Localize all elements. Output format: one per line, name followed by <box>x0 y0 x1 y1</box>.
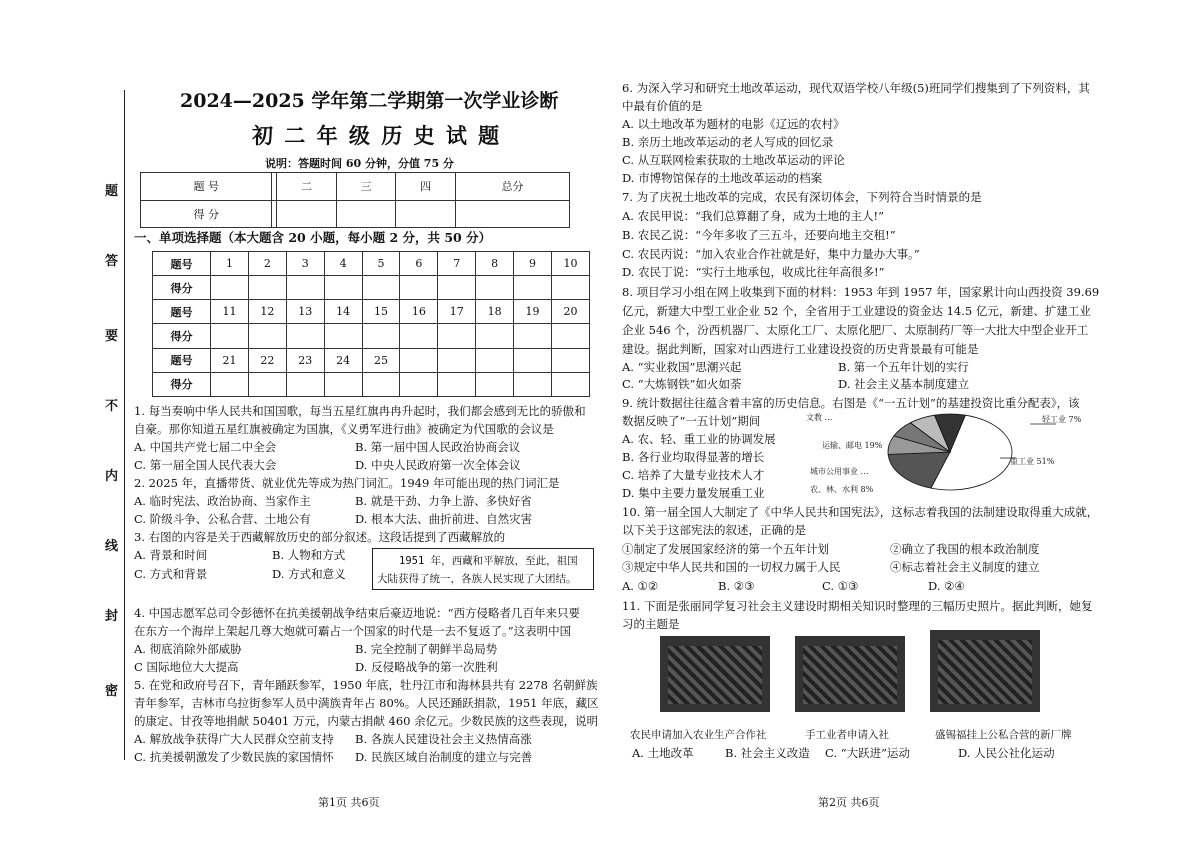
statement-text: ②确立了我国的根本政治制度 <box>890 542 1040 556</box>
answer-cell: 9 <box>514 252 552 276</box>
quote-line: 大陆获得了统一，各族人民实现了大团结。 <box>377 573 577 585</box>
question-text: 企业 546 个，汾西机器厂、太原化工厂、太原化肥厂、太原制药厂等一大批大中型企业开工 <box>622 323 1089 337</box>
option-text: D. 人民公社化运动 <box>958 746 1055 760</box>
answer-cell: 19 <box>514 300 552 324</box>
question-text: 数据反映了“一五计划”期间 <box>622 414 761 428</box>
answer-cell <box>362 276 400 300</box>
pie-label-other: 文教 … <box>806 413 833 422</box>
answer-cell: 17 <box>438 300 476 324</box>
history-photo-cooperative <box>660 636 770 712</box>
option-text: D. 中央人民政府第一次全体会议 <box>355 458 521 472</box>
section-heading: 一、单项选择题（本大题含 20 小题，每小题 2 分，共 50 分） <box>134 230 492 245</box>
binding-char: 不 <box>105 399 119 414</box>
option-text: B. 就是干劲、力争上游、多快好省 <box>355 494 532 508</box>
question-text: 7. 为了庆祝土地改革的完成，农民有深切体会，下列符合当时情景的是 <box>622 190 982 204</box>
option-text: B. 农民乙说：“今年多收了三五斗，还要向地主交租!” <box>622 228 896 242</box>
answer-cell <box>211 276 249 300</box>
option-text: B. ②③ <box>718 579 755 593</box>
option-text: D. ②④ <box>928 579 965 593</box>
option-text: B. 各族人民建设社会主义热情高涨 <box>355 732 532 746</box>
option-text: C. ①③ <box>822 579 859 593</box>
option-text: A. 土地改革 <box>632 746 694 760</box>
option-text: A. 临时宪法、政治协商、当家作主 <box>134 494 311 508</box>
score-cell <box>455 200 569 228</box>
answer-cell: 得分 <box>153 276 211 300</box>
question-text: 自豪。那你知道五星红旗被确定为国旗，《义勇军进行曲》被确定为代国歌的会议是 <box>134 422 554 436</box>
answer-cell: 22 <box>248 348 286 372</box>
answer-cell <box>438 276 476 300</box>
option-text: C. “大炼钢铁”如火如荼 <box>622 377 742 391</box>
answer-cell: 15 <box>362 300 400 324</box>
pie-label-agri: 农、林、水利 8% <box>810 485 874 494</box>
answer-cell <box>400 348 438 372</box>
option-text: B. 第一个五年计划的实行 <box>838 360 969 374</box>
option-text: A. 农民甲说：“我们总算翻了身，成为土地的主人!” <box>622 209 884 223</box>
answer-cell <box>211 372 249 396</box>
pie-label-transport: 运输、邮电 19% <box>822 441 883 450</box>
answer-cell: 8 <box>476 252 514 276</box>
score-cell: 题 号 <box>141 173 272 201</box>
option-text: B. 亲历土地改革运动的老人写成的回忆录 <box>622 135 834 149</box>
option-text: C. 方式和背景 <box>134 567 208 581</box>
pie-label-urban: 城市公用事业 … <box>810 467 869 476</box>
option-text: B. 完全控制了朝鲜半岛局势 <box>355 642 498 656</box>
question-text: 11. 下面是张丽同学复习社会主义建设时期相关知识时整理的三幅历史照片。据此判断，她复 <box>622 599 1093 613</box>
option-text: C. 阶级斗争、公私合营、土地公有 <box>134 512 311 526</box>
binding-char: 要 <box>105 329 119 344</box>
option-text: A. 背景和时间 <box>134 548 208 562</box>
option-text: B. 人物和方式 <box>272 548 346 562</box>
answer-cell: 16 <box>400 300 438 324</box>
question-text: 5. 在党和政府号召下，青年踊跃参军，1950 年底，牡丹江市和海林县共有 2278 名朝鲜族 <box>134 678 598 692</box>
answer-cell <box>438 324 476 348</box>
option-text: C. 培养了大量专业技术人才 <box>622 468 765 482</box>
page-footer: 第2页 共6页 <box>818 796 880 809</box>
answer-cell: 11 <box>211 300 249 324</box>
option-text: A. 以土地改革为题材的电影《辽远的农村》 <box>622 117 845 131</box>
pie-slices <box>888 414 1012 490</box>
score-cell <box>277 200 337 228</box>
question-text: 3. 右图的内容是关于西藏解放历史的部分叙述。这段话提到了西藏解放的 <box>134 530 506 544</box>
answer-cell: 题号 <box>153 348 211 372</box>
answer-cell <box>248 372 286 396</box>
score-cell: 得 分 <box>141 200 272 228</box>
question-text: 的康定、甘孜等地捐献 50401 万元，内蒙古捐献 460 余亿元。少数民族的这些表现，说明 <box>134 714 599 728</box>
answer-cell <box>551 324 589 348</box>
answer-cell: 5 <box>362 252 400 276</box>
answer-cell <box>400 372 438 396</box>
pie-label-heavy: 重工业 51% <box>1010 457 1055 466</box>
question-text: 10. 第一届全国人大制定了《中华人民共和国宪法》，这标志着我国的法制建设取得重大成就， <box>622 505 1099 519</box>
answer-cell <box>551 372 589 396</box>
question-text: 6. 为深入学习和研究土地改革运动，现代双语学校八年级(5)班同学们搜集到了下列资料，其 <box>622 81 1090 95</box>
answer-cell <box>476 372 514 396</box>
answer-cell <box>362 324 400 348</box>
option-text: D. 集中主要力量发展重工业 <box>622 486 765 500</box>
answer-cell <box>400 276 438 300</box>
answer-cell: 20 <box>551 300 589 324</box>
option-text: D. 反侵略战争的第一次胜利 <box>355 660 498 674</box>
answer-cell: 题号 <box>153 300 211 324</box>
binding-line <box>124 90 125 760</box>
answer-cell: 14 <box>324 300 362 324</box>
answer-cell: 2 <box>248 252 286 276</box>
quote-line: 1951 年，西藏和平解放，至此，祖国 <box>399 555 578 567</box>
answer-cell <box>514 324 552 348</box>
option-text: C. “大跃进”运动 <box>825 746 910 760</box>
answer-cell <box>476 324 514 348</box>
option-text: C. 农民丙说：“加入农业合作社就是好，集中力量办大事。” <box>622 247 920 261</box>
binding-char: 线 <box>105 539 119 554</box>
question-text: 2. 2025 年，直播带货、就业优先等成为热门词汇。1949 年可能出现的热门词汇是 <box>134 476 560 490</box>
answer-cell <box>476 348 514 372</box>
answer-cell <box>362 372 400 396</box>
answer-cell: 25 <box>362 348 400 372</box>
answer-cell <box>286 276 324 300</box>
answer-table <box>152 251 590 397</box>
score-cell: 二 <box>277 173 337 201</box>
option-text: B. 第一届中国人民政治协商会议 <box>355 440 521 454</box>
option-text: D. 农民丁说：“实行土地承包，收成比往年高很多!” <box>622 265 885 279</box>
binding-char: 封 <box>105 609 119 624</box>
question-text: 9. 统计数据往往蕴含着丰富的历史信息。右图是《“一五计划”的基建投资比重分配表》，该 <box>622 396 1080 410</box>
exam-note: 说明：答题时间 60 分钟，分值 75 分 <box>265 157 454 170</box>
answer-cell: 18 <box>476 300 514 324</box>
option-text: A. ①② <box>622 579 659 593</box>
option-text: A. 彻底消除外部威胁 <box>134 642 242 656</box>
answer-cell: 7 <box>438 252 476 276</box>
answer-cell <box>286 324 324 348</box>
answer-cell: 10 <box>551 252 589 276</box>
question-text: 1. 每当奏响中华人民共和国国歌，每当五星红旗冉冉升起时，我们都会感到无比的骄傲和 <box>134 404 586 418</box>
question-text: 亿元，新建大中型工业企业 52 个，全省用于工业建设的资金达 14.5 亿元，新建、扩建工业 <box>622 304 1091 318</box>
answer-cell: 3 <box>286 252 324 276</box>
pie-label-light: 轻工业 7% <box>1042 415 1082 424</box>
question-text: 中最有价值的是 <box>622 99 703 113</box>
question-text: 习的主题是 <box>622 617 680 631</box>
history-photo-joint-venture <box>930 630 1040 712</box>
option-text: D. 方式和意义 <box>272 567 346 581</box>
binding-char: 答 <box>105 254 119 269</box>
option-text: B. 各行业均取得显著的增长 <box>622 450 765 464</box>
question-text: 以下关于这部宪法的叙述，正确的是 <box>622 523 806 537</box>
answer-cell <box>400 324 438 348</box>
option-text: A. 农、轻、重工业的协调发展 <box>622 432 776 446</box>
answer-cell: 4 <box>324 252 362 276</box>
answer-cell <box>324 276 362 300</box>
quote-box <box>372 548 594 590</box>
option-text: D. 根本大法、曲折前进、自然灾害 <box>355 512 533 526</box>
exam-title: 2024—2025 学年第二学期第一次学业诊断 <box>180 90 559 112</box>
answer-cell: 题号 <box>153 252 211 276</box>
answer-cell: 13 <box>286 300 324 324</box>
option-text: D. 社会主义基本制度建立 <box>838 377 970 391</box>
statement-text: ④标志着社会主义制度的建立 <box>890 560 1040 574</box>
option-text: C. 从互联网检索获取的土地改革运动的评论 <box>622 153 845 167</box>
question-text: 8. 项目学习小组在网上收集到下面的材料：1953 年到 1957 年，国家累计向山西投资 39.69 <box>622 285 1100 299</box>
exam-subtitle: 初 二 年 级 历 史 试 题 <box>252 123 502 148</box>
answer-cell <box>248 324 286 348</box>
page-footer: 第1页 共6页 <box>318 796 380 809</box>
answer-cell: 6 <box>400 252 438 276</box>
history-photo-handicraft <box>795 636 905 712</box>
score-cell <box>396 200 456 228</box>
answer-cell <box>286 372 324 396</box>
answer-cell: 得分 <box>153 324 211 348</box>
photo-caption: 农民申请加入农业生产合作社 <box>630 729 767 741</box>
photo-caption: 手工业者申请入社 <box>805 729 889 741</box>
option-text: C 国际地位大大提高 <box>134 660 239 674</box>
question-text: 建设。据此判断，国家对山西进行工业建设投资的历史背景最有可能是 <box>622 342 979 356</box>
answer-cell <box>324 324 362 348</box>
answer-cell <box>476 276 514 300</box>
answer-cell: 21 <box>211 348 249 372</box>
binding-char: 密 <box>105 684 119 699</box>
answer-cell <box>551 276 589 300</box>
score-cell: 四 <box>396 173 456 201</box>
score-cell: 三 <box>336 173 396 201</box>
answer-cell: 得分 <box>153 372 211 396</box>
answer-cell: 24 <box>324 348 362 372</box>
answer-cell <box>551 348 589 372</box>
question-text: 在东方一个海岸上架起几尊大炮就可霸占一个国家的时代是一去不复返了。”这表明中国 <box>134 624 572 638</box>
answer-cell <box>438 372 476 396</box>
answer-cell <box>514 276 552 300</box>
statement-text: ③规定中华人民共和国的一切权力属于人民 <box>622 560 841 574</box>
answer-cell <box>211 324 249 348</box>
question-text: 青年参军，吉林市乌拉街参军人员中满族青年占 80%。人民还踊跃捐款，1951 年底，藏区 <box>134 696 599 710</box>
score-table <box>140 172 570 228</box>
answer-cell <box>438 348 476 372</box>
option-text: D. 市博物馆保存的土地改革运动的档案 <box>622 171 823 185</box>
answer-cell: 1 <box>211 252 249 276</box>
answer-cell <box>514 372 552 396</box>
score-cell <box>336 200 396 228</box>
option-text: A. 中国共产党七届二中全会 <box>134 440 277 454</box>
photo-caption: 盛锡福挂上公私合营的新厂牌 <box>935 729 1072 741</box>
answer-cell <box>514 348 552 372</box>
option-text: A. “实业救国”思潮兴起 <box>622 360 742 374</box>
answer-cell <box>248 276 286 300</box>
answer-cell: 23 <box>286 348 324 372</box>
binding-char: 内 <box>105 469 119 484</box>
answer-cell <box>324 372 362 396</box>
option-text: C. 第一届全国人民代表大会 <box>134 458 277 472</box>
statement-text: ①制定了发展国家经济的第一个五年计划 <box>622 542 829 556</box>
option-text: C. 抗美援朝激发了少数民族的家国情怀 <box>134 750 334 764</box>
answer-cell: 12 <box>248 300 286 324</box>
question-text: 4. 中国志愿军总司令彭德怀在抗美援朝战争结束后豪迈地说：“西方侵略者几百年来只要 <box>134 606 581 620</box>
option-text: B. 社会主义改造 <box>725 746 810 760</box>
option-text: A. 解放战争获得广大人民群众空前支持 <box>134 732 334 746</box>
score-cell: 总分 <box>455 173 569 201</box>
investment-pie-chart <box>800 408 1100 496</box>
binding-char: 题 <box>105 184 119 199</box>
option-text: D. 民族区域自治制度的建立与完善 <box>355 750 533 764</box>
